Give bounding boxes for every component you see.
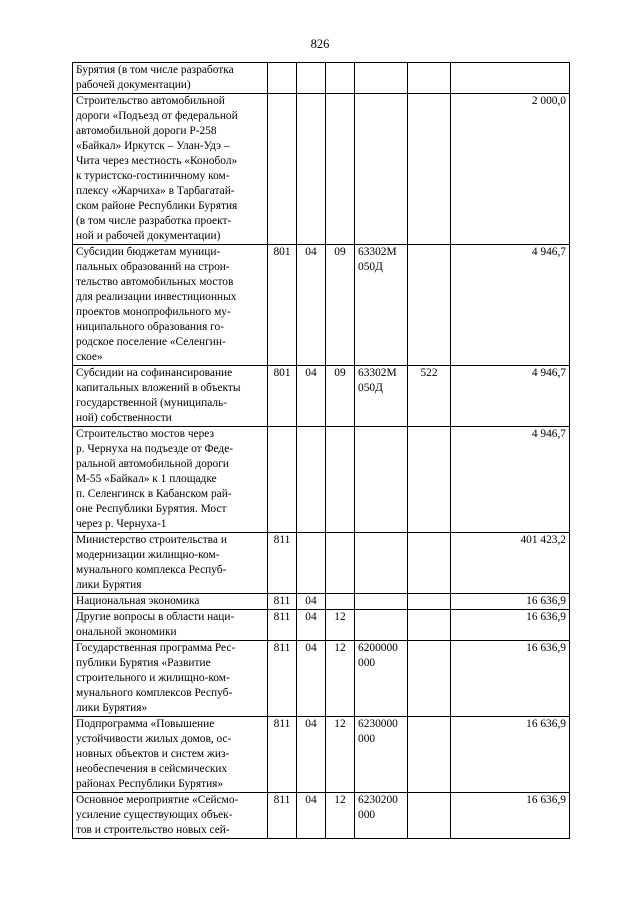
ministry-code-cell (268, 63, 297, 94)
target-article-cell (355, 533, 408, 594)
table-row (73, 641, 570, 717)
expense-type-cell (408, 717, 451, 793)
item-name-line: лики Бурятия (76, 579, 142, 591)
ministry-code-cell: 801 (268, 366, 297, 427)
target-article-cell (355, 594, 408, 610)
item-name-line: Министерство строительства и (76, 534, 227, 546)
subsection-code-cell: 09 (326, 245, 355, 366)
section-code-cell: 04 (297, 793, 326, 839)
item-name-line: государственной (муниципаль- (76, 397, 228, 409)
sum-cell: 4 946,7 (451, 245, 570, 366)
item-name-line: М-55 «Байкал» к 1 площадке (76, 473, 217, 485)
item-name-cell (73, 427, 268, 533)
item-name-line: Субсидии на софинансирование (76, 367, 233, 379)
item-name-line: мунального комплекса Респуб- (76, 564, 227, 576)
item-name-cell (73, 793, 268, 839)
item-name-line: Строительство автомобильной (76, 95, 225, 107)
item-name-line: оне Республики Бурятия. Мост (76, 503, 227, 515)
item-name-line: ском районе Республики Бурятия (76, 200, 238, 212)
table-row (73, 94, 570, 245)
item-name-line: районах Республики Бурятия» (76, 778, 224, 790)
item-name-line: ной и рабочей документации) (76, 230, 221, 242)
subsection-code-cell (326, 533, 355, 594)
subsection-code-cell (326, 594, 355, 610)
item-name-line: (в том числе разработка проект- (76, 215, 232, 227)
table-row (73, 793, 570, 839)
item-name-line: Основное мероприятие «Сейсмо- (76, 794, 239, 806)
subsection-code-cell: 12 (326, 610, 355, 641)
item-name-line: «Байкал» Иркутск – Улан-Удэ – (76, 140, 230, 152)
item-name-line: плексу «Жарчиха» в Тарбагатай- (76, 185, 235, 197)
item-name-cell (73, 245, 268, 366)
section-code-cell: 04 (297, 245, 326, 366)
subsection-code-cell (326, 94, 355, 245)
section-code-cell (297, 94, 326, 245)
sum-cell: 401 423,2 (451, 533, 570, 594)
item-name-cell (73, 717, 268, 793)
table-row (73, 366, 570, 427)
item-name-line: для реализации инвестиционных (76, 291, 237, 303)
subsection-code-cell (326, 427, 355, 533)
ministry-code-cell (268, 427, 297, 533)
section-code-cell (297, 533, 326, 594)
item-name-line: Другие вопросы в области наци- (76, 611, 235, 623)
item-name-line: автомобильной дороги Р-258 (76, 125, 217, 137)
item-name-cell (73, 63, 268, 94)
item-name-line: устойчивости жилых домов, ос- (76, 733, 232, 745)
table-row (73, 717, 570, 793)
item-name-line: пальных образований на строи- (76, 261, 230, 273)
ministry-code-cell: 811 (268, 594, 297, 610)
table-row (73, 594, 570, 610)
item-name-cell (73, 610, 268, 641)
item-name-line: проектов монопрофильного му- (76, 306, 231, 318)
section-code-cell (297, 427, 326, 533)
item-name-cell (73, 533, 268, 594)
section-code-cell: 04 (297, 717, 326, 793)
item-name-line: мунального комплексов Респуб- (76, 687, 233, 699)
expense-type-cell (408, 533, 451, 594)
expense-type-cell (408, 610, 451, 641)
ministry-code-cell: 811 (268, 533, 297, 594)
target-article-cell (355, 610, 408, 641)
sum-cell: 16 636,9 (451, 594, 570, 610)
ministry-code-cell: 811 (268, 793, 297, 839)
target-article-cell (355, 94, 408, 245)
section-code-cell: 04 (297, 641, 326, 717)
section-code-cell (297, 63, 326, 94)
item-name-line: к туристско-гостиничному ком- (76, 170, 230, 182)
section-code-cell: 04 (297, 594, 326, 610)
sum-cell: 16 636,9 (451, 610, 570, 641)
item-name-cell (73, 594, 268, 610)
item-name-line: р. Чернуха на подъезде от Феде- (76, 443, 234, 455)
item-name-line: необеспечения в сейсмических (76, 763, 228, 775)
ministry-code-cell (268, 94, 297, 245)
expense-type-cell (408, 793, 451, 839)
item-name-cell (73, 641, 268, 717)
item-name-line: Подпрограмма «Повышение (76, 718, 215, 730)
table-row (73, 245, 570, 366)
item-name-line: Бурятия (в том числе разработка (76, 64, 234, 76)
item-name-line: строительного и жилищно-ком- (76, 672, 230, 684)
table-row (73, 427, 570, 533)
expense-type-cell (408, 594, 451, 610)
item-name-line: лики Бурятия» (76, 702, 148, 714)
item-name-line: тельство автомобильных мостов (76, 276, 234, 288)
item-name-line: Государственная программа Рес- (76, 642, 236, 654)
table-row (73, 63, 570, 94)
expense-type-cell (408, 245, 451, 366)
subsection-code-cell: 12 (326, 793, 355, 839)
item-name-line: ниципального образования го- (76, 321, 225, 333)
target-article-cell: 63302М 050Д (355, 245, 408, 366)
sum-cell (451, 63, 570, 94)
item-name-line: ское» (76, 351, 103, 363)
expense-type-cell: 522 (408, 366, 451, 427)
item-name-line: дороги «Подъезд от федеральной (76, 110, 238, 122)
target-article-cell (355, 63, 408, 94)
subsection-code-cell: 12 (326, 717, 355, 793)
sum-cell: 4 946,7 (451, 366, 570, 427)
ministry-code-cell: 811 (268, 610, 297, 641)
section-code-cell: 04 (297, 610, 326, 641)
ministry-code-cell: 811 (268, 641, 297, 717)
sum-cell: 16 636,9 (451, 717, 570, 793)
target-article-cell: 6230200 000 (355, 793, 408, 839)
ministry-code-cell: 811 (268, 717, 297, 793)
item-name-line: новных объектов и систем жиз- (76, 748, 230, 760)
item-name-cell (73, 94, 268, 245)
subsection-code-cell: 12 (326, 641, 355, 717)
ministry-code-cell: 801 (268, 245, 297, 366)
item-name-line: публики Бурятия «Развитие (76, 657, 211, 669)
expense-type-cell (408, 94, 451, 245)
item-name-line: п. Селенгинск в Кабанском рай- (76, 488, 232, 500)
table-row (73, 610, 570, 641)
target-article-cell (355, 427, 408, 533)
target-article-cell: 6200000 000 (355, 641, 408, 717)
item-name-line: модернизации жилищно-ком- (76, 549, 220, 561)
sum-cell: 2 000,0 (451, 94, 570, 245)
section-code-cell: 04 (297, 366, 326, 427)
item-name-line: ональной экономики (76, 626, 177, 638)
item-name-line: Национальная экономика (76, 595, 200, 607)
subsection-code-cell (326, 63, 355, 94)
sum-cell: 4 946,7 (451, 427, 570, 533)
table-row (73, 533, 570, 594)
item-name-line: Субсидии бюджетам муници- (76, 246, 221, 258)
item-name-line: через р. Чернуха-1 (76, 518, 167, 530)
target-article-cell: 63302М 050Д (355, 366, 408, 427)
item-name-line: Чита через местность «Конобол» (76, 155, 238, 167)
item-name-line: ральной автомобильной дороги (76, 458, 229, 470)
budget-table (72, 62, 570, 839)
item-name-line: родское поселение «Селенгин- (76, 336, 226, 348)
item-name-line: рабочей документации) (76, 79, 191, 91)
item-name-line: капитальных вложений в объекты (76, 382, 241, 394)
item-name-line: Строительство мостов через (76, 428, 215, 440)
item-name-line: усиление существующих объек- (76, 809, 233, 821)
target-article-cell: 6230000 000 (355, 717, 408, 793)
expense-type-cell (408, 63, 451, 94)
item-name-line: тов и строительство новых сей- (76, 824, 230, 836)
sum-cell: 16 636,9 (451, 793, 570, 839)
item-name-cell (73, 366, 268, 427)
item-name-line: ной) собственности (76, 412, 172, 424)
sum-cell: 16 636,9 (451, 641, 570, 717)
expense-type-cell (408, 641, 451, 717)
page-number: 826 (310, 37, 330, 51)
expense-type-cell (408, 427, 451, 533)
subsection-code-cell: 09 (326, 366, 355, 427)
